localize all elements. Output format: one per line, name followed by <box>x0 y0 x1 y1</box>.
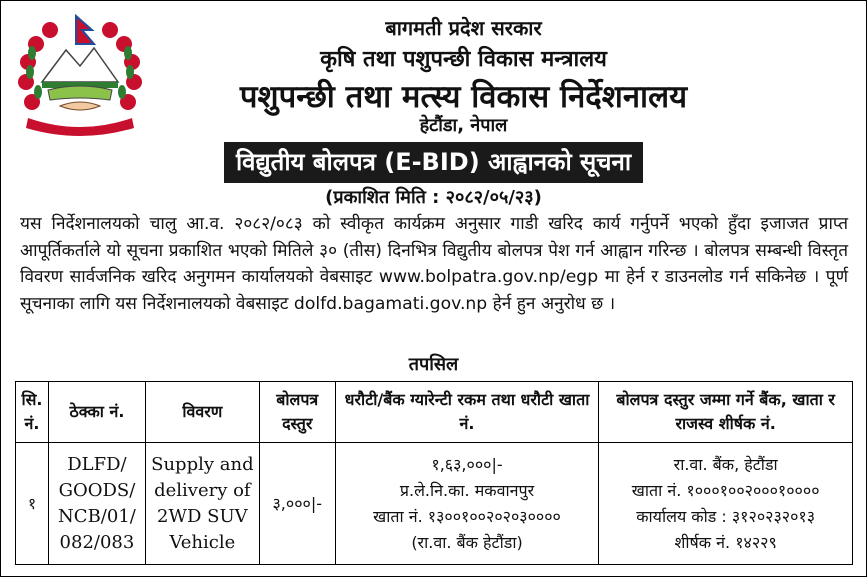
header-directorate: पशुपन्छी तथा मत्स्य विकास निर्देशनालय <box>239 79 688 115</box>
header-ministry: कृषि तथा पशुपन्छी विकास मन्त्रालय <box>320 47 607 72</box>
section-title: तपसिल <box>408 354 459 375</box>
col-header-bid-security: धरौटी/बैंक ग्यारेन्टी रकम तथा धरौटी खाता नं. <box>335 382 599 443</box>
cell-contract-no: DLFD/ GOODS/ NCB/01/ 082/083 <box>48 443 145 565</box>
cell-sn: १ <box>16 443 49 565</box>
col-header-description: विवरण <box>145 382 259 443</box>
header-location: हेटौंडा, नेपाल <box>419 115 508 136</box>
cell-description: Supply and delivery of 2WD SUV Vehicle <box>145 443 259 565</box>
bid-security-account: खाता नं. १३००१००२०२०३०००० <box>373 506 561 526</box>
cell-bid-security <box>335 443 599 565</box>
cell-fee: ३,०००|- <box>259 443 335 565</box>
col-header-deposit-bank: बोलपत्र दस्तुर जम्मा गर्ने बैंक, खाता र राजस्व शीर्षक नं. <box>599 382 853 443</box>
deposit-office-code: कार्यालय कोड : ३१२०२३२०१३ <box>636 506 816 526</box>
deposit-revenue-head: शीर्षक नं. १४२२९ <box>674 532 777 552</box>
col-header-contract-no: ठेक्का नं. <box>48 382 145 443</box>
table-row <box>16 443 853 565</box>
col-header-fee: बोलपत्र दस्तुर <box>259 382 335 443</box>
col-header-sn: सि. नं. <box>16 382 49 443</box>
deposit-bank-account: खाता नं. १०००१००२०००१०००० <box>631 480 820 500</box>
details-table <box>15 381 853 565</box>
deposit-bank-name: रा.वा. बैंक, हेटौंडा <box>673 454 778 474</box>
bid-security-office: प्र.ले.नि.का. मकवानपुर <box>399 480 535 500</box>
header-province: बागमती प्रदेश सरकार <box>385 16 542 40</box>
bid-security-bank: (रा.वा. बैंक हेटौंडा) <box>411 532 523 552</box>
bid-security-amount: १,६३,०००|- <box>431 454 503 474</box>
table-header-row <box>16 382 853 443</box>
notice-title-banner: विद्युतीय बोलपत्र (E-BID) आह्वानको सूचना <box>224 142 643 183</box>
notice-body-text: यस निर्देशनालयको चालु आ.व. २०८२/०८३ को स्वीकृत कार्यक्रम अनुसार गाडी खरिद कार्य गर्नुपर्ने भएको हुँदा इजाजत प्राप्त आपूर्तिकर्ताले यो सूचना प्रकाशित भएको मितिले ३० (तीस) दिनभित्र विद्युतीय बोलपत्र पेश गर्न आह्वान गरिन्छ । बोलपत्र सम्बन्धी विस्तृत विवरण सार्वजनिक खरिद अनुगमन कार्यालयको वेबसाइट www.bolpatra.gov.np/egp मा हेर्न र डाउनलोड गर्न सकिनेछ । पूर्ण सूचनाका लागि यस निर्देशनालयको वेबसाइट dolfd.bagamati.gov.np हेर्न हुन अनुरोध छ । <box>20 214 848 314</box>
published-date: (प्रकाशित मिति : २०८२/०५/२३) <box>325 187 542 208</box>
cell-deposit-bank <box>599 443 853 565</box>
